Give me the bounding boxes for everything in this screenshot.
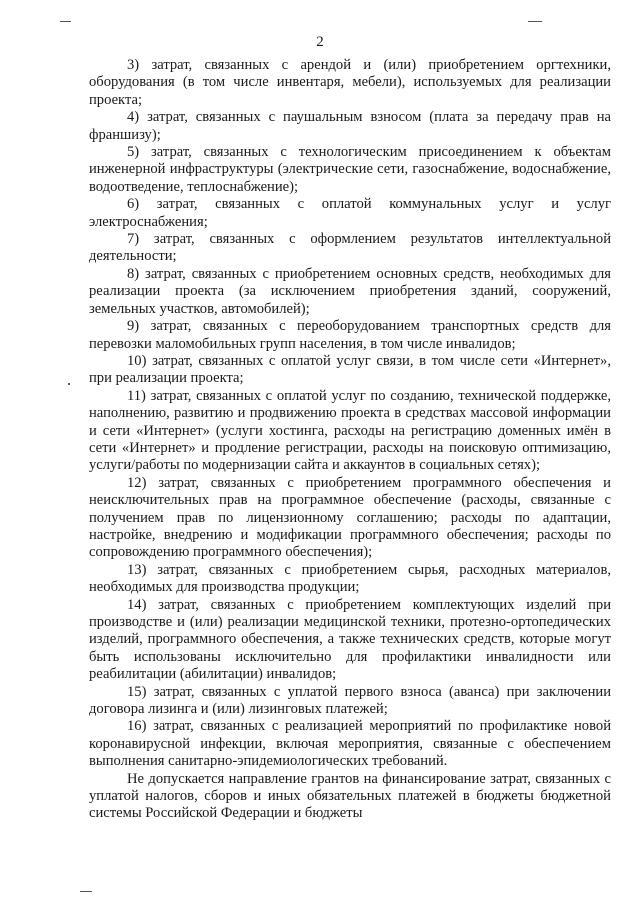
list-item: 7) затрат, связанных с оформлением результатов интеллектуальной деятельности; bbox=[89, 231, 611, 265]
list-item: 8) затрат, связанных с приобретением основных средств, необходимых для реализации проекта (за исключением приобретения зданий, сооружений, земельных участков, автомобилей); bbox=[89, 265, 611, 317]
list-item: 13) затрат, связанных с приобретением сырья, расходных материалов, необходимых для производства продукции; bbox=[89, 561, 611, 596]
list-item: 10) затрат, связанных с оплатой услуг связи, в том числе сети «Интернет», при реализации проекта; bbox=[89, 352, 611, 387]
scan-mark bbox=[80, 891, 92, 892]
list-item: 3) затрат, связанных с арендой и (или) приобретением оргтехники, оборудования (в том числе инвентаря, мебели), используемых для реализации проекта; bbox=[89, 57, 611, 108]
scan-mark bbox=[528, 21, 542, 22]
list-item: 11) затрат, связанных с оплатой услуг по созданию, технической поддержке, наполнению, развитию и продвижению проекта в средствах массовой информации и сети «Интернет» (услуги хостинга, расходы на регистрацию доменных имён в сети «Интернет» и продление регистрации, расходы на поисковую оптимизацию, услуги/работы по модернизации сайта и аккаунтов в социальных сетях); bbox=[89, 387, 611, 474]
list-item: 4) затрат, связанных с паушальным взносом (плата за передачу прав на франшизу); bbox=[89, 109, 611, 143]
scan-mark bbox=[60, 21, 71, 22]
closing-paragraph: Не допускается направление грантов на финансирование затрат, связанных с уплатой налогов, сборов и иных обязательных платежей в бюджеты бюджетной системы Российской Федерации и бюджеты bbox=[89, 770, 611, 822]
scan-mark bbox=[68, 383, 70, 385]
list-item: 6) затрат, связанных с оплатой коммунальных услуг и услуг электроснабжения; bbox=[89, 196, 611, 230]
list-item: 14) затрат, связанных с приобретением комплектующих изделий при производстве и (или) реализации медицинской техники, протезно-ортопедических изделий, программного обеспечения, а также технических средств, которые могут быть использованы исключительно для профилактики инвалидности или реабилитации (абилитации) инвалидов; bbox=[89, 596, 611, 683]
list-item: 15) затрат, связанных с уплатой первого взноса (аванса) при заключении договора лизинга и (или) лизинговых платежей; bbox=[89, 683, 611, 718]
page-number: 2 bbox=[316, 34, 324, 50]
list-item: 16) затрат, связанных с реализацией мероприятий по профилактике новой коронавирусной инфекции, включая мероприятия, связанные с обеспечением выполнения санитарно-эпидемиологических требований. bbox=[89, 718, 611, 770]
list-item: 9) затрат, связанных с переоборудованием транспортных средств для перевозки маломобильных групп населения, в том числе инвалидов; bbox=[89, 318, 611, 352]
list-item: 5) затрат, связанных с технологическим присоединением к объектам инженерной инфраструктуры (электрические сети, газоснабжение, водоснабжение, водоотведение, теплоснабжение); bbox=[89, 144, 611, 195]
list-item: 12) затрат, связанных с приобретением программного обеспечения и неисключительных прав на программное обеспечение (расходы, связанные с получением прав по лицензионному соглашению; расходы по адаптации, настройке, внедрению и модификации программного обеспечения; расходы по сопровождению программного обеспечения); bbox=[89, 474, 611, 561]
document-body bbox=[89, 57, 611, 823]
